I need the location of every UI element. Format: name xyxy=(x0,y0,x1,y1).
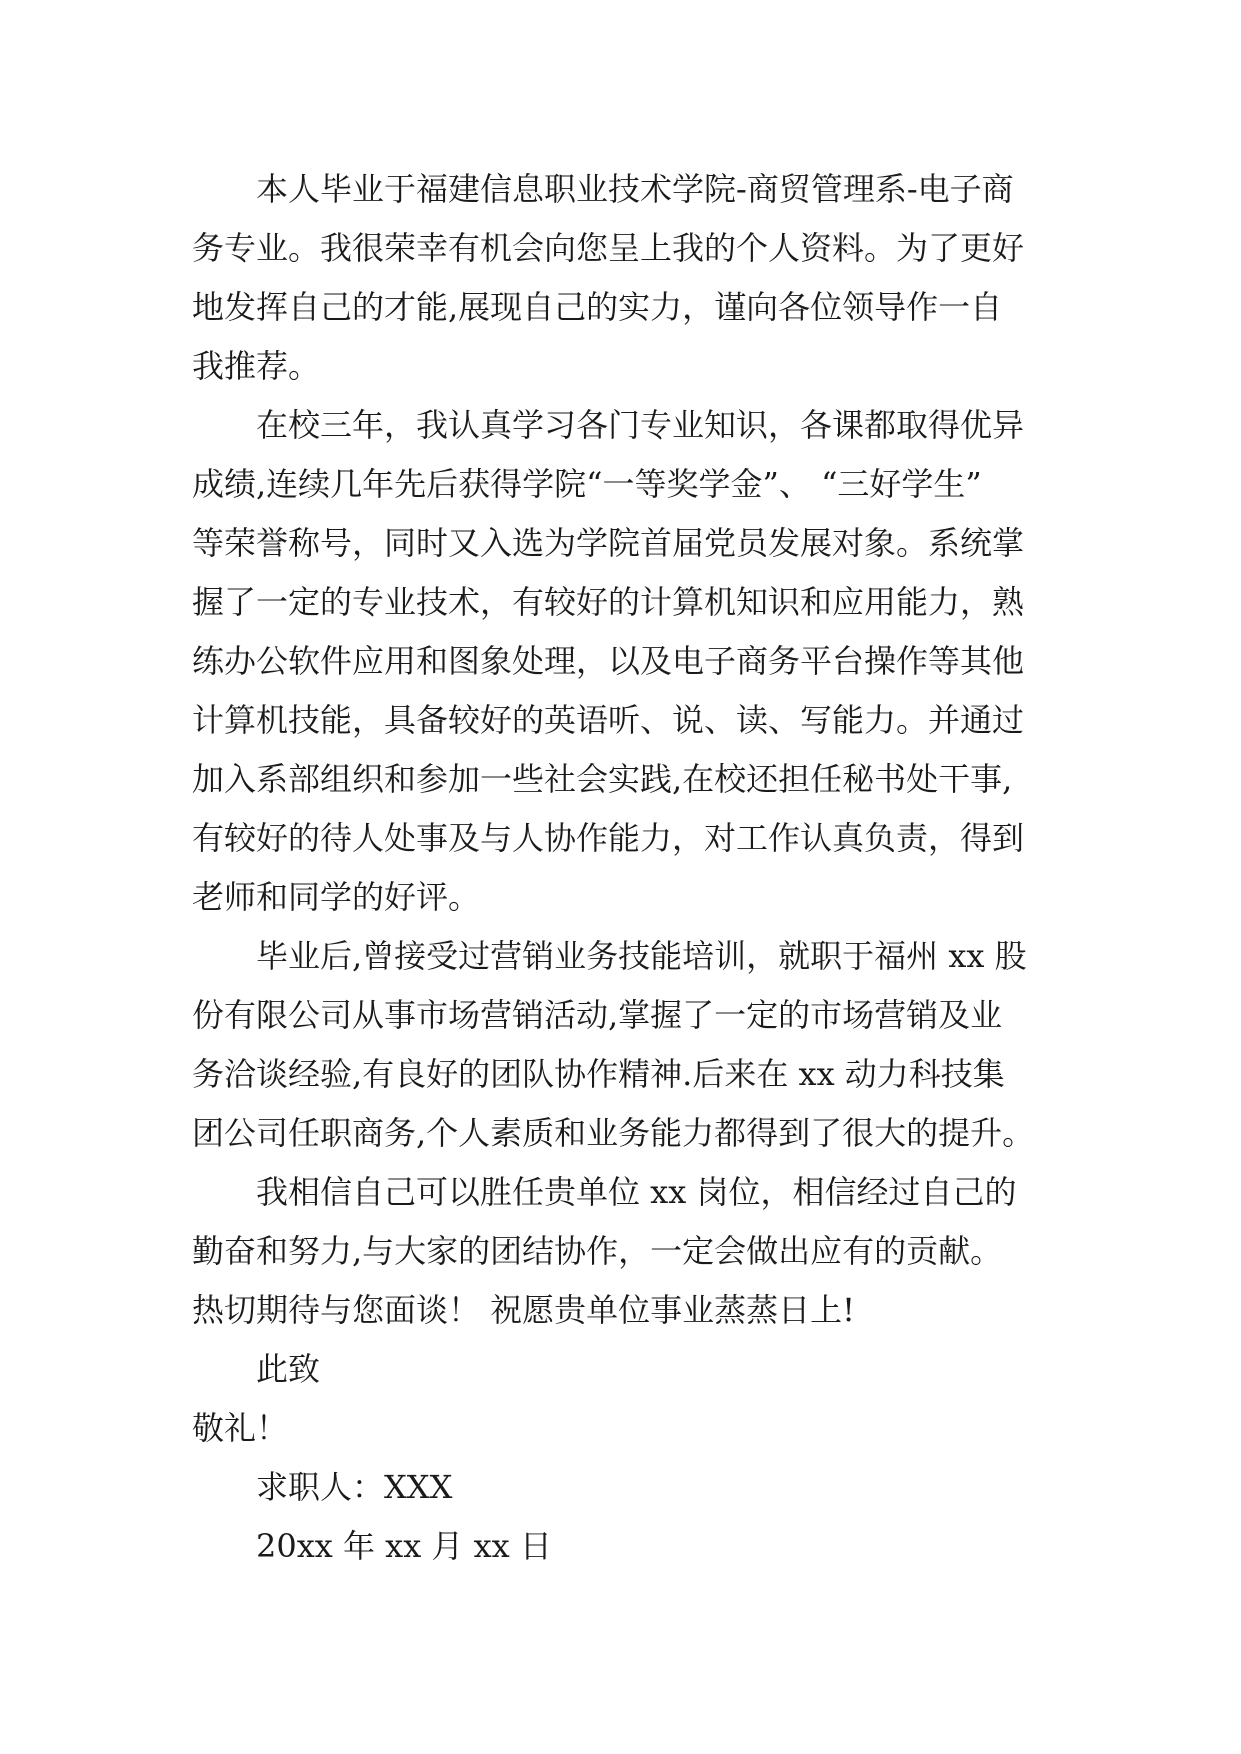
closing-phrase: 此致 xyxy=(256,1350,321,1388)
salutation: 敬礼！ xyxy=(192,1409,289,1447)
text-line: 握了一定的专业技术，有较好的计算机知识和应用能力，熟 xyxy=(192,583,1025,621)
text-line: 我推荐。 xyxy=(192,347,321,385)
text-line: 地发挥自己的才能,展现自己的实力，谨向各位领导作一自 xyxy=(192,288,1003,326)
text-line: 务专业。我很荣幸有机会向您呈上我的个人资料。为了更好 xyxy=(192,229,1025,267)
text-line: 成绩,连续几年先后获得学院“一等奖学金”、 “三好学生” xyxy=(192,465,982,503)
text-line: 练办公软件应用和图象处理，以及电子商务平台操作等其他 xyxy=(192,642,1025,680)
text-line: 勤奋和努力,与大家的团结协作，一定会做出应有的贡献。 xyxy=(192,1232,1003,1270)
paragraph-work xyxy=(192,927,1072,1163)
text-line: 份有限公司从事市场营销活动,掌握了一定的市场营销及业 xyxy=(192,996,1003,1034)
text-line: 在校三年，我认真学习各门专业知识，各课都取得优异 xyxy=(256,406,1025,444)
text-line: 毕业后,曾接受过营销业务技能培训，就职于福州 xx 股 xyxy=(256,937,1027,975)
signature: 求职人：XXX xyxy=(256,1468,453,1506)
text-line: 团公司任职商务,个人素质和业务能力都得到了很大的提升。 xyxy=(192,1114,1035,1152)
text-line: 计算机技能，具备较好的英语听、说、读、写能力。并通过 xyxy=(192,701,1025,739)
text-line: 务洽谈经验,有良好的团队协作精神.后来在 xx 动力科技集 xyxy=(192,1055,1005,1093)
text-line: 老师和同学的好评。 xyxy=(192,878,481,916)
paragraph-intro xyxy=(192,160,1072,396)
text-line: 我相信自己可以胜任贵单位 xx 岗位，相信经过自己的 xyxy=(256,1173,1017,1211)
paragraph-school xyxy=(192,396,1072,927)
letter-date: 20xx 年 xx 月 xx 日 xyxy=(256,1527,552,1565)
text-line: 等荣誉称号，同时又入选为学院首届党员发展对象。系统掌 xyxy=(192,524,1025,562)
paragraph-closing-statement xyxy=(192,1163,1072,1340)
text-line: 热切期待与您面谈！ 祝愿贵单位事业蒸蒸日上! xyxy=(192,1291,856,1329)
text-line: 加入系部组织和参加一些社会实践,在校还担任秘书处干事, xyxy=(192,760,1013,798)
text-line: 本人毕业于福建信息职业技术学院-商贸管理系-电子商 xyxy=(256,170,1014,208)
text-line: 有较好的待人处事及与人协作能力，对工作认真负责，得到 xyxy=(192,819,1025,857)
letter-body xyxy=(192,160,1072,1576)
